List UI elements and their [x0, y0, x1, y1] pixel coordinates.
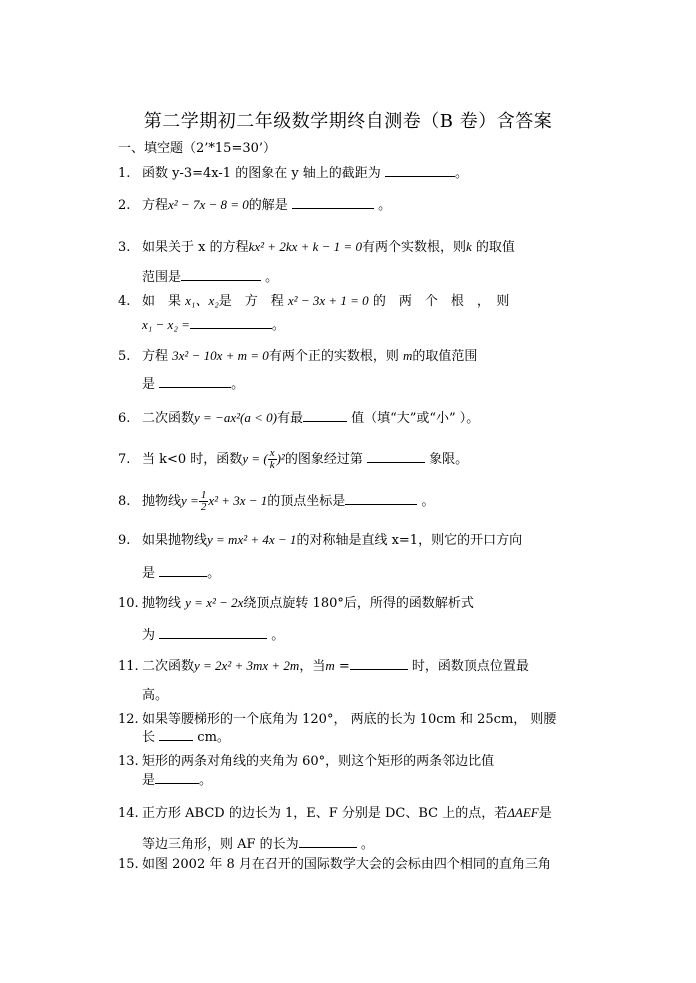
question-number: 5.: [118, 349, 131, 364]
question-text: 抛物线: [142, 494, 182, 509]
answer-blank[interactable]: [159, 626, 267, 639]
math-expression: )²: [276, 451, 285, 466]
math-expression: y =: [181, 493, 199, 508]
answer-blank[interactable]: [159, 375, 231, 388]
question-text: 象限。: [429, 452, 469, 467]
fraction: [268, 448, 277, 471]
question-15: [118, 853, 578, 872]
question-text: 值（填“大”或“小” ）。: [351, 411, 480, 426]
math-expression: 3x² − 10x + m = 0: [172, 348, 269, 363]
math-expression: x² + 3x − 1: [208, 493, 268, 508]
question-text: 时，函数顶点位置最: [411, 659, 529, 674]
question-number: 12.: [118, 712, 139, 727]
question-text: 。: [454, 166, 468, 181]
question-text: 。: [265, 270, 279, 285]
question-10-line-2: [118, 624, 578, 643]
question-14: [118, 802, 578, 821]
question-text: 的取值范围: [412, 349, 478, 364]
question-9: [118, 529, 578, 548]
question-number: 15.: [118, 857, 139, 872]
question-8: [118, 490, 578, 513]
question-3-line-2: [118, 266, 578, 285]
question-number: 4.: [118, 294, 131, 309]
answer-blank[interactable]: [292, 196, 374, 209]
question-text: 长: [142, 730, 156, 745]
question-text: 。: [271, 628, 285, 643]
answer-blank[interactable]: [367, 450, 425, 463]
question-text: 是 方 程: [218, 294, 284, 309]
question-text: 的取值: [475, 240, 515, 255]
answer-blank[interactable]: [299, 835, 357, 848]
question-text: 。: [378, 198, 392, 213]
question-text: 方程: [142, 349, 169, 364]
question-text: 的顶点坐标是: [267, 494, 346, 509]
answer-blank[interactable]: [385, 164, 455, 177]
question-text: 二次函数: [142, 411, 195, 426]
question-text: 有两个实数根，则: [361, 240, 466, 255]
question-text: 矩形的两条对角线的夹角为 60°，则这个矩形的两条邻边比值: [142, 754, 495, 769]
question-5: [118, 345, 578, 364]
question-text: 正方形 ABCD 的边长为 1，E、F 分别是 DC、BC 上的点，若: [142, 806, 508, 821]
question-6: [118, 407, 578, 426]
question-13: [118, 750, 578, 769]
question-text: ，当: [299, 659, 326, 674]
question-7: [118, 448, 578, 471]
answer-blank[interactable]: [181, 268, 261, 281]
math-expression: kx² + 2kx + k − 1 = 0: [248, 239, 362, 254]
fraction-denominator: k: [269, 459, 275, 471]
fraction: [199, 490, 209, 513]
question-text: 。: [231, 377, 245, 392]
math-expression: x² − 3x + 1 = 0: [287, 293, 369, 308]
section-heading: 一、填空题（2’*15=30’）: [118, 141, 277, 156]
question-text: 如果抛物线: [142, 533, 208, 548]
question-number: 1.: [118, 166, 131, 181]
question-11-line-2: [118, 684, 578, 703]
question-text: 是: [142, 773, 156, 788]
question-text: 如 果: [142, 294, 182, 309]
question-text: 是: [142, 377, 156, 392]
question-text: cm。: [197, 730, 230, 745]
question-text: 如果等腰梯形的一个底角为 120°， 两底的长为 10cm 和 25cm， 则腰: [142, 712, 557, 727]
question-number: 9.: [118, 533, 131, 548]
question-text: 高。: [142, 688, 169, 703]
question-text: 的解是: [248, 198, 288, 213]
question-1: [118, 162, 578, 181]
question-text: 。: [421, 494, 435, 509]
question-2: [118, 194, 578, 213]
question-number: 13.: [118, 754, 139, 769]
question-9-line-2: [118, 562, 578, 581]
math-expression: y = (: [242, 451, 268, 466]
fraction-denominator: 2: [200, 501, 207, 513]
question-text: 方程: [142, 198, 169, 213]
math-expression: x₁ − x₂ =: [142, 317, 190, 332]
question-text: 函数 y-3=4x-1 的图象在 y 轴上的截距为: [142, 166, 381, 181]
math-expression: y = 2x² + 3mx + 2m: [194, 658, 300, 673]
question-3: [118, 236, 578, 255]
question-number: 10.: [118, 596, 139, 611]
math-expression: ΔAEF: [507, 805, 539, 820]
question-number: 7.: [118, 452, 131, 467]
question-number: 6.: [118, 411, 131, 426]
answer-blank[interactable]: [303, 409, 347, 422]
question-number: 3.: [118, 240, 131, 255]
question-4: [118, 290, 578, 309]
question-text: 是: [538, 806, 552, 821]
fraction-numerator: x: [269, 447, 275, 459]
question-number: 8.: [118, 494, 131, 509]
fraction-numerator: 1: [200, 489, 207, 501]
answer-blank[interactable]: [155, 771, 199, 784]
question-text: 如图 2002 年 8 月在召开的国际数学大会的会标由四个相同的直角三角: [142, 857, 551, 872]
question-10: [118, 592, 578, 611]
answer-blank[interactable]: [159, 564, 207, 577]
question-12: [118, 708, 578, 727]
answer-blank[interactable]: [159, 728, 193, 741]
answer-blank[interactable]: [190, 316, 272, 329]
question-12-line-2: [118, 726, 578, 745]
question-text: 的对称轴是直线 x=1，则它的开口方向: [296, 533, 523, 548]
question-text: 抛物线: [142, 596, 182, 611]
question-text: 范围是: [142, 270, 182, 285]
math-variable: k: [465, 239, 472, 254]
question-text: 等边三角形，则 AF 的长为: [142, 837, 299, 852]
math-variable: m: [402, 348, 413, 363]
question-text: 绕顶点旋转 180°后，所得的函数解析式: [243, 596, 474, 611]
question-text: 有最: [276, 411, 303, 426]
answer-blank[interactable]: [345, 492, 417, 505]
question-text: 。: [360, 837, 374, 852]
question-number: 11.: [118, 659, 139, 674]
question-5-line-2: [118, 373, 578, 392]
math-expression: x² − 7x − 8 = 0: [168, 197, 249, 212]
question-number: 2.: [118, 198, 131, 213]
question-text: 。: [271, 318, 285, 333]
question-text: 有两个正的实数根，则: [268, 349, 399, 364]
question-text: 当 k<0 时，函数: [142, 452, 243, 467]
question-text: 为: [142, 628, 156, 643]
question-text: 是: [142, 566, 156, 581]
question-text: 如果关于 x 的方程: [142, 240, 249, 255]
question-11: [118, 655, 578, 674]
answer-blank[interactable]: [350, 657, 408, 670]
question-text: 。: [207, 566, 221, 581]
question-text: 的图象经过第: [284, 452, 363, 467]
math-variable: m: [325, 658, 335, 673]
question-text: 。: [199, 773, 213, 788]
question-number: 14.: [118, 806, 139, 821]
math-expression: y = x² − 2x: [185, 595, 244, 610]
math-expression: y = −ax²(a < 0): [194, 410, 277, 425]
question-text: 的 两 个 根 ， 则: [372, 294, 510, 309]
math-expression: y = mx² + 4x − 1: [207, 532, 297, 547]
question-4-line-2: [118, 314, 578, 333]
question-text: 二次函数: [142, 659, 195, 674]
question-text: =: [338, 659, 350, 674]
question-13-line-2: [118, 769, 578, 788]
page-title: 第二学期初二年级数学期终自测卷（B 卷）含答案: [143, 111, 553, 132]
question-14-line-2: [118, 833, 578, 852]
math-expression: x₁、x₂: [185, 293, 219, 308]
